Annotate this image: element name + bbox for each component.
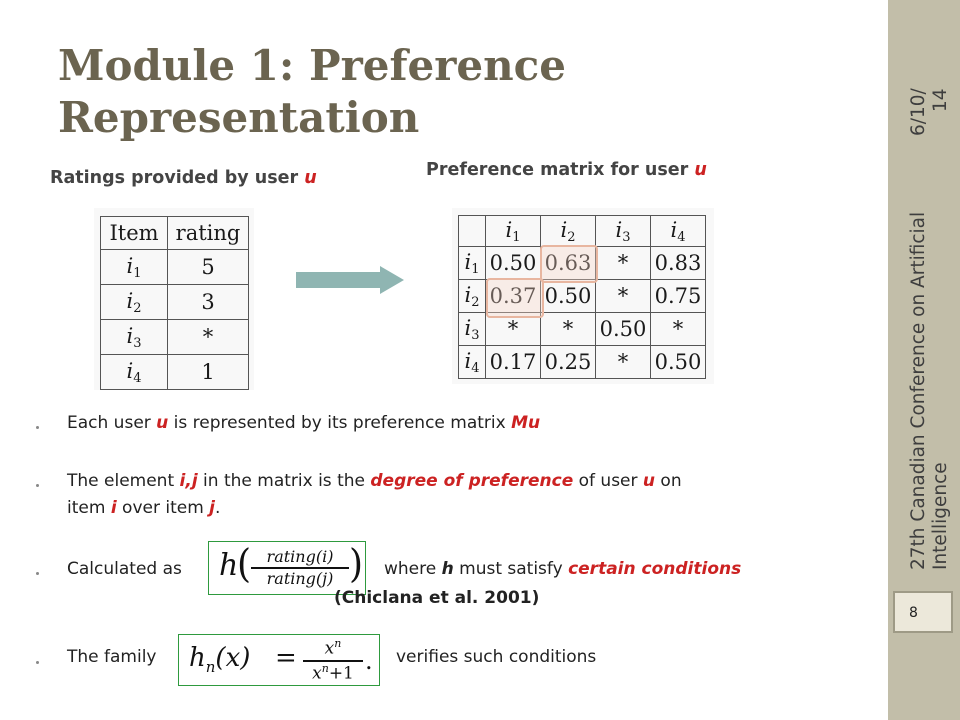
slide-title [58,40,758,144]
preference-matrix-image [452,208,714,384]
highlight-cell-i2-i1 [486,278,544,318]
table-row: $i_4$ 1 [101,355,249,390]
table-row: $i_2$ 3 [101,285,249,320]
conference-name: 27th Canadian Conference on Artificial Intelligence [908,211,951,570]
table-row: $i_4$ 0.17 0.25 * 0.50 [459,346,706,379]
formula-hn-family: $h_n(x)$ = $x^n$ $x^n+1$ . [178,634,380,686]
bullet-dot [36,484,39,487]
table-row: $i_3$ * * 0.50 * [459,313,706,346]
formula-h-ratio: h ( rating(i) rating(j) ) [208,541,366,595]
citation: (Chiclana et al. 2001) [334,588,540,608]
bullet-3-label: Calculated as [67,559,182,579]
page-number-box [893,591,953,633]
bullet-dot [36,426,39,429]
right-arrow-icon [296,272,382,288]
page-number: 8 [909,605,918,621]
bullet-dot [36,661,39,664]
bullet-1: Each user u is represented by its preference matrix Mu [67,413,541,433]
arrow-head-icon [380,266,404,294]
table-row: $i_1$ 0.50 0.63 * 0.83 [459,247,706,280]
title-line-2: Representation [58,93,420,142]
bullet-3-text: where h must satisfy certain conditions [384,559,742,579]
slide-date: 6/10/ 14 [908,88,951,136]
table-row: $i_2$ 0.37 0.50 * 0.75 [459,280,706,313]
bullet-4-text: verifies such conditions [396,647,597,667]
highlight-cell-i1-i2 [540,245,598,283]
ratings-heading: Ratings provided by user u [50,168,317,188]
table-row: $i_3$ * [101,320,249,355]
table-row: $i_1$ 5 [101,250,249,285]
bullet-4-label: The family [67,647,157,667]
bullet-2: The element i,j in the matrix is the degree of preference of user u on item i over item j. [67,471,682,518]
bullet-dot [36,572,39,575]
ratings-table-image [94,208,254,390]
ratings-header-item: Item [101,217,168,250]
title-line-1: Module 1: Preference [58,41,566,90]
ratings-table [100,216,249,390]
preference-matrix: $i_1$ $i_2$ $i_3$ $i_4$ $i_1$ 0.50 0.63 * 0.83 $i_2$ 0.37 0.50 * 0.75 $i_3$ * * 0.50 * $i_4$ 0.17 0.25 * 0.50 [458,215,706,379]
preference-matrix-heading: Preference matrix for user u [426,160,707,180]
ratings-header-rating: rating [168,217,249,250]
